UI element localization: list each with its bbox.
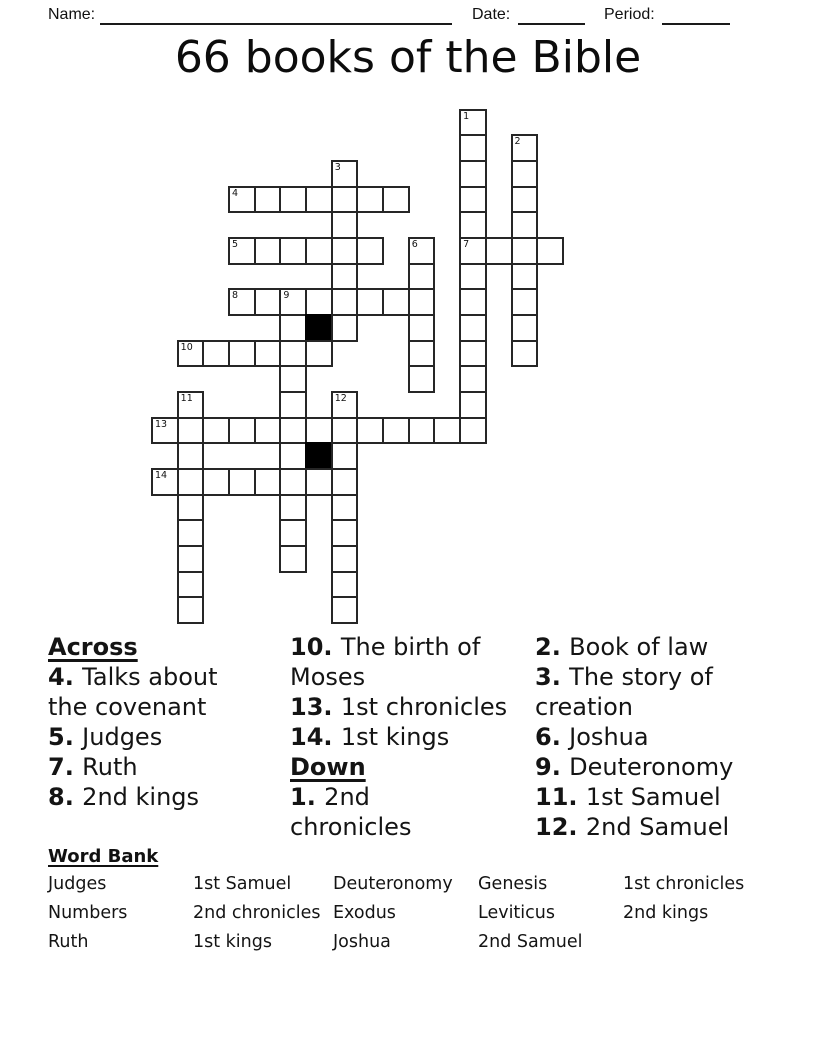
word-bank-item: Deuteronomy [333,874,453,894]
grid-cell[interactable] [459,288,487,316]
grid-cell[interactable] [228,417,256,445]
clue-number: 4. [48,663,83,691]
clue-12: 12. 2nd Samuel [535,813,730,841]
grid-cell[interactable] [408,417,436,445]
word-bank-row [48,928,783,957]
word-bank-item: Judges [48,874,107,894]
grid-cell[interactable] [408,237,436,265]
clue-number: 1. [290,783,325,811]
word-bank-item: 2nd chronicles [193,903,321,923]
word-bank-item: Genesis [478,874,548,894]
grid-cell[interactable] [254,340,282,368]
clue-heading-down: Down [290,753,366,781]
grid-cell[interactable] [305,237,333,265]
cell-number: 13 [155,418,168,430]
grid-cell[interactable] [331,263,359,291]
grid-cell[interactable] [254,468,282,496]
grid-cell[interactable] [279,314,307,342]
clue-13: 13. 1st chronicles [290,693,508,721]
cell-number: 14 [155,470,168,482]
grid-cell[interactable] [459,417,487,445]
grid-cell[interactable] [177,468,205,496]
grid-cell[interactable] [331,571,359,599]
grid-cell[interactable] [511,314,539,342]
word-bank-row [48,870,783,899]
clue-heading-across: Across [48,633,138,661]
cell-number: 9 [283,290,290,302]
grid-cell[interactable] [202,468,230,496]
grid-cell[interactable] [331,237,359,265]
grid-cell[interactable] [279,340,307,368]
grid-cell[interactable] [331,160,359,188]
clue-10-continued: Moses [290,663,366,691]
grid-cell[interactable] [356,417,384,445]
word-bank-item: 2nd kings [623,903,709,923]
grid-cell[interactable] [459,211,487,239]
cell-number: 3 [334,161,341,173]
grid-cell[interactable] [382,288,410,316]
grid-cell[interactable] [279,288,307,316]
clue-1: 1. 2nd [290,783,370,811]
cell-number: 7 [463,238,470,250]
cell-number: 5 [232,238,239,250]
grid-cell[interactable] [459,365,487,393]
grid-cell[interactable] [382,186,410,214]
grid-cell[interactable] [331,211,359,239]
grid-cell[interactable] [511,263,539,291]
grid-cell[interactable] [356,237,384,265]
grid-cell[interactable] [177,417,205,445]
grid-cell[interactable] [305,288,333,316]
clue-number: 5. [48,723,83,751]
black-cell [305,314,333,342]
grid-cell[interactable] [459,186,487,214]
grid-cell[interactable] [228,468,256,496]
grid-cell[interactable] [151,468,179,496]
clue-number: 11. [535,783,586,811]
word-bank-item: Numbers [48,903,128,923]
grid-cell[interactable] [177,494,205,522]
grid-cell[interactable] [279,186,307,214]
word-bank-item: Ruth [48,932,89,952]
clue-number: 3. [535,663,570,691]
grid-cell[interactable] [279,519,307,547]
grid-cell[interactable] [305,186,333,214]
grid-cell[interactable] [305,417,333,445]
grid-cell[interactable] [228,288,256,316]
grid-cell[interactable] [511,211,539,239]
clue-number: 12. [535,813,586,841]
grid-cell[interactable] [433,417,461,445]
grid-cell[interactable] [485,237,513,265]
grid-cell[interactable] [331,417,359,445]
clue-4-continued: the covenant [48,693,207,721]
clue-11: 11. 1st Samuel [535,783,721,811]
grid-cell[interactable] [177,519,205,547]
grid-cell[interactable] [511,237,539,265]
grid-cell[interactable] [151,417,179,445]
grid-cell[interactable] [459,391,487,419]
clue-6: 6. Joshua [535,723,649,751]
clue-9: 9. Deuteronomy [535,753,734,781]
grid-cell[interactable] [279,494,307,522]
grid-cell[interactable] [177,340,205,368]
clue-number: 8. [48,783,83,811]
cell-number: 11 [180,392,193,404]
grid-cell[interactable] [279,365,307,393]
clue-3: 3. The story of [535,663,713,691]
clue-number: 14. [290,723,341,751]
grid-cell[interactable] [331,314,359,342]
cell-number: 8 [232,290,239,302]
grid-cell[interactable] [331,468,359,496]
grid-cell[interactable] [331,391,359,419]
grid-cell[interactable] [459,263,487,291]
clue-number: 13. [290,693,341,721]
grid-cell[interactable] [382,417,410,445]
cell-number: 6 [411,238,418,250]
black-cell [305,442,333,470]
cell-number: 4 [232,187,239,199]
grid-cell[interactable] [459,109,487,137]
grid-cell[interactable] [331,545,359,573]
clue-2: 2. Book of law [535,633,709,661]
grid-cell[interactable] [228,186,256,214]
clue-number: 10. [290,633,341,661]
grid-cell[interactable] [254,417,282,445]
cell-number: 10 [180,341,193,353]
clue-number: 7. [48,753,83,781]
grid-cell[interactable] [279,237,307,265]
word-bank-heading: Word Bank [48,846,159,867]
grid-cell[interactable] [459,134,487,162]
grid-cell[interactable] [511,186,539,214]
clue-number: 9. [535,753,570,781]
grid-cell[interactable] [228,237,256,265]
cell-number: 2 [514,136,521,148]
grid-cell[interactable] [511,340,539,368]
word-bank-row [48,899,783,928]
word-bank-item [623,928,783,957]
word-bank-item: 1st chronicles [623,874,745,894]
grid-cell[interactable] [408,288,436,316]
grid-cell[interactable] [356,288,384,316]
period-label: Period: [604,6,655,23]
grid-cell[interactable] [459,237,487,265]
clue-8: 8. 2nd kings [48,783,200,811]
grid-cell[interactable] [459,340,487,368]
grid-cell[interactable] [305,340,333,368]
grid-cell[interactable] [177,391,205,419]
grid-cell[interactable] [331,288,359,316]
word-bank-item: Exodus [333,903,396,923]
clues-column-3 [535,632,810,842]
grid-cell[interactable] [177,596,205,624]
grid-cell[interactable] [331,519,359,547]
clue-number: 2. [535,633,570,661]
grid-cell[interactable] [408,263,436,291]
grid-cell[interactable] [279,468,307,496]
clues-column-1 [48,632,283,812]
date-label: Date: [472,6,511,23]
grid-cell[interactable] [177,545,205,573]
clue-number: 6. [535,723,570,751]
grid-cell[interactable] [511,134,539,162]
grid-cell[interactable] [511,288,539,316]
grid-cell[interactable] [408,314,436,342]
word-bank-table [48,870,783,957]
clues-column-2 [290,632,530,842]
grid-cell[interactable] [408,340,436,368]
grid-cell[interactable] [279,545,307,573]
grid-cell[interactable] [331,596,359,624]
word-bank-item: 1st Samuel [193,874,292,894]
grid-cell[interactable] [331,494,359,522]
name-label: Name: [48,6,96,23]
grid-cell[interactable] [305,468,333,496]
clue-5: 5. Judges [48,723,163,751]
clue-7: 7. Ruth [48,753,138,781]
grid-cell[interactable] [177,442,205,470]
clue-4: 4. Talks about [48,663,218,691]
grid-cell[interactable] [459,160,487,188]
grid-cell[interactable] [459,314,487,342]
grid-cell[interactable] [228,340,256,368]
word-bank-item: 1st kings [193,932,272,952]
grid-cell[interactable] [356,186,384,214]
grid-cell[interactable] [279,442,307,470]
grid-cell[interactable] [331,442,359,470]
grid-cell[interactable] [254,288,282,316]
grid-cell[interactable] [202,340,230,368]
grid-cell[interactable] [177,571,205,599]
grid-cell[interactable] [331,186,359,214]
cell-number: 1 [463,110,470,122]
grid-cell[interactable] [279,417,307,445]
grid-cell[interactable] [254,237,282,265]
word-bank-item: 2nd Samuel [478,932,583,952]
clue-14: 14. 1st kings [290,723,450,751]
grid-cell[interactable] [254,186,282,214]
clue-10: 10. The birth of [290,633,481,661]
grid-cell[interactable] [536,237,564,265]
cell-number: 12 [334,392,347,404]
grid-cell[interactable] [408,365,436,393]
grid-cell[interactable] [511,160,539,188]
page-title: 66 books of the Bible [174,32,642,83]
clue-3-continued: creation [535,693,633,721]
grid-cell[interactable] [202,417,230,445]
grid-cell[interactable] [279,391,307,419]
word-bank-item: Leviticus [478,903,555,923]
word-bank-item: Joshua [333,932,391,952]
clue-1-continued: chronicles [290,813,412,841]
